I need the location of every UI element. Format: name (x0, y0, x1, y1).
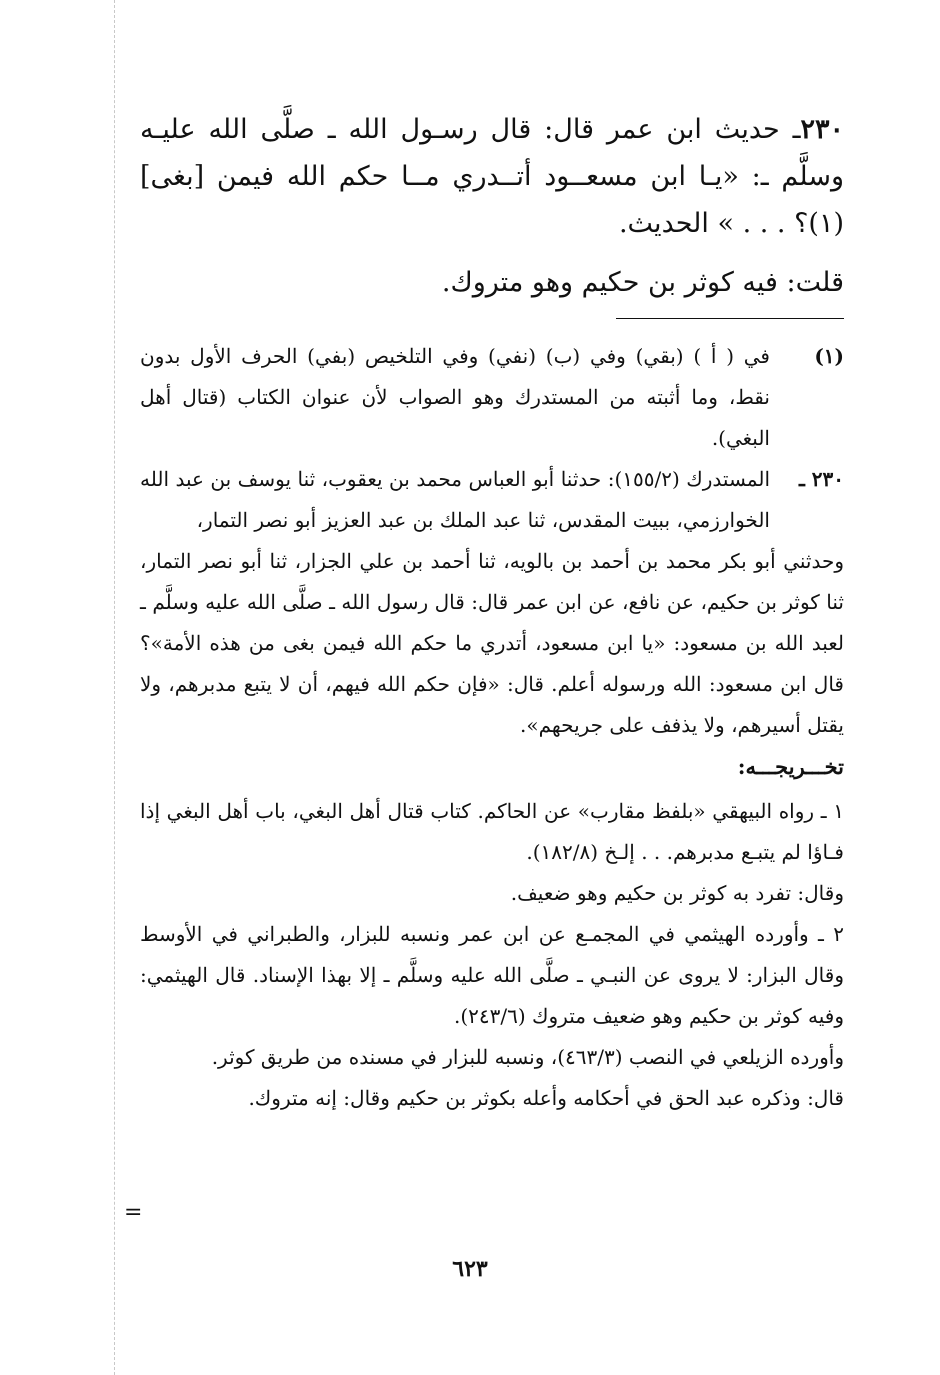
footnote-separator (616, 318, 844, 319)
main-text (140, 106, 844, 306)
footnotes-section (140, 336, 844, 1119)
isnad-1: المستدرك (١٥٥/٢): حدثنا أبو العباس محمد بن يعقوب، ثنا يوسف بن عبد الله الخوارزمي، ببيت المقدس، ثنا عبد الملك بن عبد العزيز أبو نصر التمار، (140, 467, 771, 532)
scan-edge-line (114, 0, 115, 1375)
page-number: ٦٢٣ (452, 1256, 488, 1282)
hadith-paragraph (140, 106, 844, 247)
isnad-2: وحدثني أبو بكر محمد بن أحمد بن بالويه، ثنا أحمد بن علي الجزار، ثنا أبو نصر التمار، ثنا كوثر بن حكيم، عن نافع، عن ابن عمر قال: قال رسول الله ـ صلَّى الله عليه وسلَّم ـ لعبد الله بن مسعود: «يا ابن مسعود، أتدري ما حكم الله فيمن بغى من هذه الأمة»؟ قال ابن مسعود: الله ورسوله أعلم. قال: «فإن حكم الله فيهم، أن لا يتبع مدبرهم، ولا يقتل أسيرهم، ولا يذفف على جريحهم». (140, 549, 844, 737)
commentary-label: ٢٣٠ ـ (798, 467, 844, 491)
remark: قلت: فيه كوثر بن حكيم وهو متروك. (441, 267, 844, 298)
takhrij-1b: وقال: تفرد به كوثر بن حكيم وهو ضعيف. (510, 881, 844, 905)
footnote-1 (140, 336, 844, 459)
footnote-text: في ( أ ) (بقي) وفي (ب) (نفي) وفي التلخيص (بفي) الحرف الأول بدون نقط، وما أثبته من المستدرك وهو الصواب لأن عنوان الكتاب (قتال أهل البغي). (140, 344, 770, 450)
commentary-body (140, 541, 844, 1119)
continuation-mark: = (124, 1200, 143, 1225)
hadith-number: ٢٣٠ (800, 114, 844, 145)
footnote-label: (١) (814, 344, 844, 368)
takhrij-4: قال: وذكره عبد الحق في أحكامه وأعله بكوثر بن حكيم وقال: إنه متروك. (248, 1086, 844, 1110)
takhrij-1: ١ ـ رواه البيهقي «بلفظ مقارب» عن الحاكم. كتاب قتال أهل البغي، باب أهل البغي إذا فـاؤا لم يتبـع مدبرهم. . . إلـخ (١٨٢/٨). (140, 799, 844, 864)
takhrij-title: تخـــريجـــه: (737, 754, 844, 779)
commentary-230 (140, 459, 844, 541)
takhrij-3: وأورده الزيلعي في النصب (٤٦٣/٣)، ونسبه للبزار في مسنده من طريق كوثر. (211, 1045, 844, 1069)
hadith-text: ـ حديث ابن عمر قال: قال رسـول الله ـ صلَّى الله عليـه وسلَّم ـ: «يـا ابن مسعــود أتــدري مــا حكم الله فيمن [بغى](١)؟ . . . » الحديث. (140, 114, 844, 239)
takhrij-2: ٢ ـ وأورده الهيثمي في المجمـع عن ابن عمر ونسبه للبزار، والطبراني في الأوسط وقال البزار: لا يروى عن النبـي ـ صلَّى الله عليه وسلَّم ـ إلا بهذا الإسناد. قال الهيثمي: وفيه كوثر بن حكيم وهو ضعيف متروك (٢٤٣/٦). (140, 922, 844, 1028)
